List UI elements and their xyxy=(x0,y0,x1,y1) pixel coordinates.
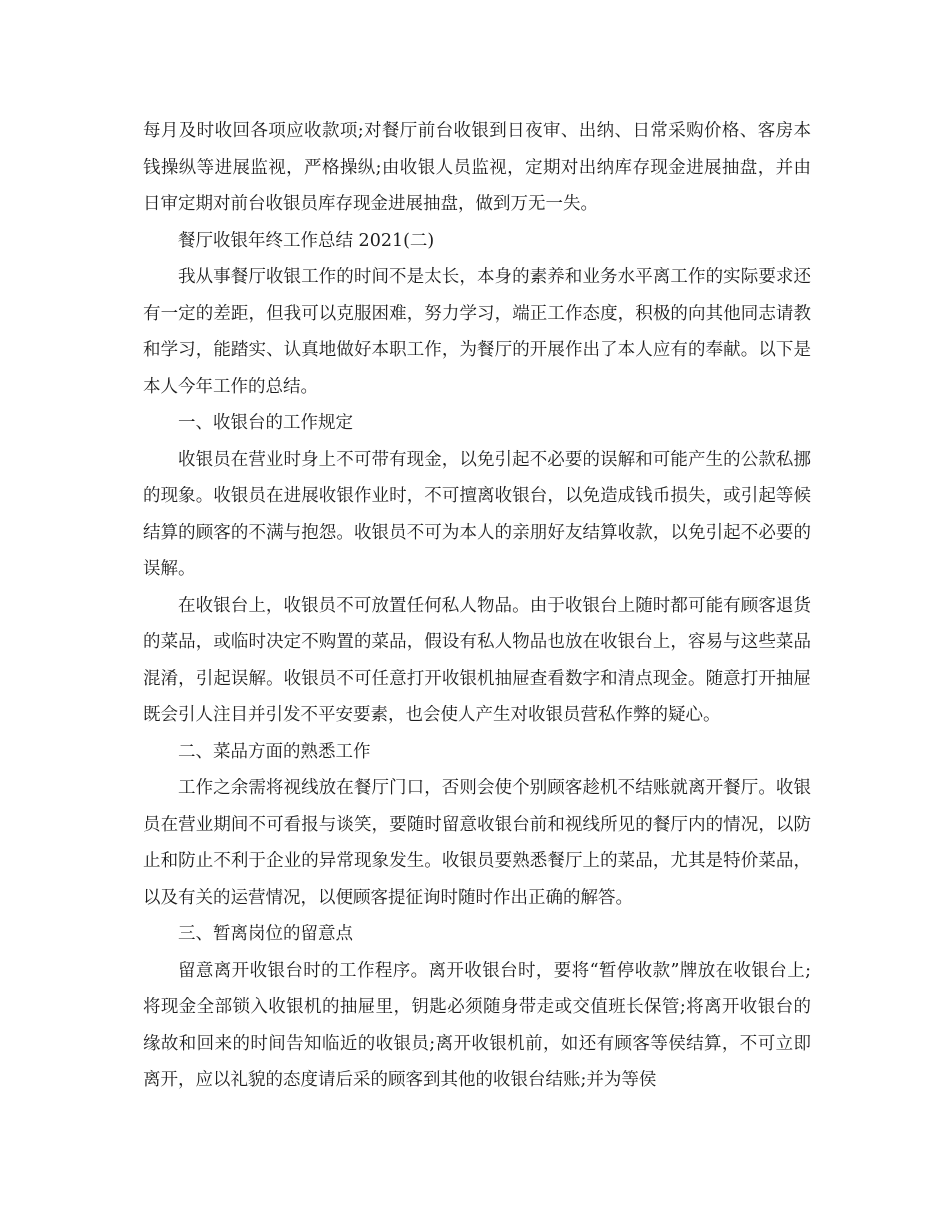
heading-dish-familiarity: 二、菜品方面的熟悉工作 xyxy=(178,741,371,762)
heading-leaving-post: 三、暂离岗位的留意点 xyxy=(178,924,353,944)
section-title: 餐厅收银年终工作总结 2021(二) xyxy=(178,230,435,251)
heading-cashier-rules: 一、收银台的工作规定 xyxy=(178,413,353,433)
paragraph-leaving-post: 留意离开收银台时的工作程序。离开收银台时，要将“暂停收款”牌放在收银台上;将现金全部锁入收银机的抽屉里，钥匙必须随身带走或交值班长保管;将离开收银台的缘故和回来的时间告知临近的收银员;离开收银机前，如还有顾客等侯结算，不可立即离开，应以礼貌的态度请后采的顾客到其他的收银台结账;并为等侯 xyxy=(143,960,811,1090)
paragraph-intro: 我从事餐厅收银工作的时间不是太长，本身的素养和业务水平离工作的实际要求还有一定的差距，但我可以克服困难，努力学习，端正工作态度，积极的向其他同志请教和学习，能踏实、认真地做好本职工作，为餐厅的开展作出了本人应有的奉献。以下是本人今年工作的总结。 xyxy=(143,267,811,397)
paragraph-cashier-rules-1: 收银员在营业时身上不可带有现金，以免引起不必要的误解和可能产生的公款私挪的现象。收银员在进展收银作业时，不可擅离收银台，以免造成钱币损失，或引起等候结算的顾客的不满与抱怨。收银员不可为本人的亲朋好友结算收款，以免引起不必要的误解。 xyxy=(143,449,811,579)
paragraph-continuation: 每月及时收回各项应收款项;对餐厅前台收银到日夜审、出纳、日常采购价格、客房本钱操纵等进展监视，严格操纵;由收银人员监视，定期对出纳库存现金进展抽盘，并由日审定期对前台收银员库存现金进展抽盘，做到万无一失。 xyxy=(143,121,811,214)
paragraph-dish-familiarity: 工作之余需将视线放在餐厅门口，否则会使个别顾客趁机不结账就离开餐厅。收银员在营业期间不可看报与谈笑，要随时留意收银台前和视线所见的餐厅内的情况，以防止和防止不利于企业的异常现象发生。收银员要熟悉餐厅上的菜品，尤其是特价菜品，以及有关的运营情况，以便顾客提征询时随时作出正确的解答。 xyxy=(143,778,811,908)
paragraph-cashier-rules-2: 在收银台上，收银员不可放置任何私人物品。由于收银台上随时都可能有顾客退货的菜品，或临时决定不购置的菜品，假设有私人物品也放在收银台上，容易与这些菜品混淆，引起误解。收银员不可任意打开收银机抽屉查看数字和清点现金。随意打开抽屉既会引人注目并引发不平安要素，也会使人产生对收银员营私作弊的疑心。 xyxy=(143,595,811,725)
document-body xyxy=(143,113,811,1099)
